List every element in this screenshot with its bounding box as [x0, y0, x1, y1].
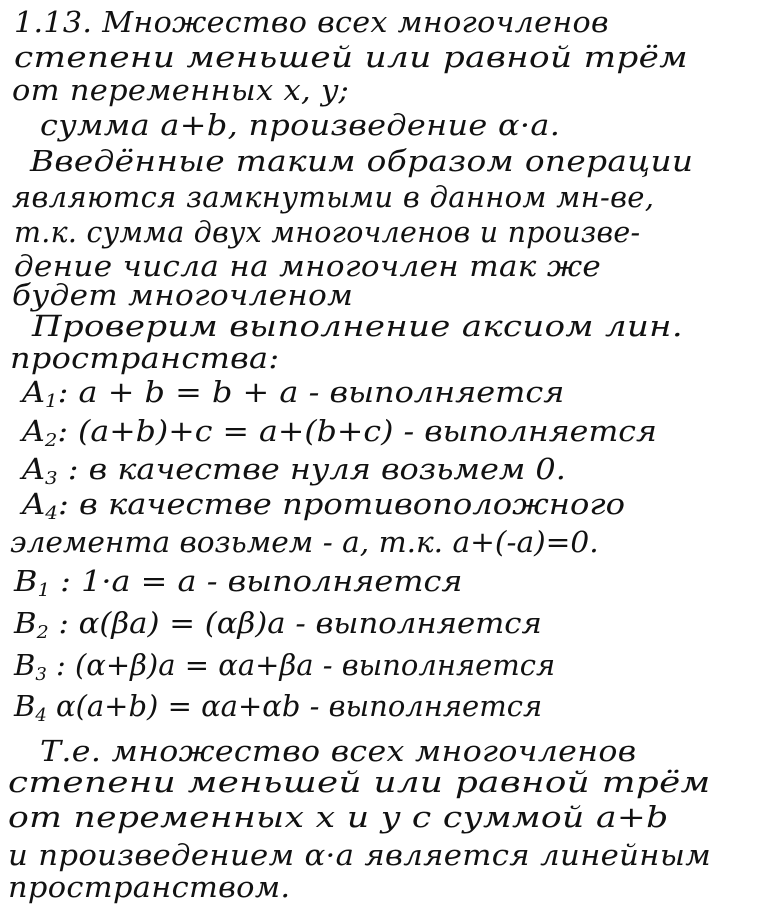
conclusion-line-2: степени меньшей или равной трём: [8, 765, 711, 799]
conclusion-line-5: пространством.: [8, 870, 291, 904]
axiom-index: 4: [45, 503, 58, 524]
text-line-3: от переменных x, y;: [12, 73, 350, 107]
text-line-8: дение числа на многочлен так же: [14, 249, 602, 283]
axiom-text: : 1·a = a - выполняется: [50, 564, 463, 598]
axiom-index: 2: [44, 430, 58, 451]
text-line-10: Проверим выполнение аксиом лин.: [32, 309, 683, 343]
axiom-letter: A: [22, 375, 46, 409]
axiom-letter: A: [22, 487, 46, 521]
axiom-a1: [22, 374, 564, 410]
axiom-a3: [22, 451, 566, 487]
axiom-text: α(a+b) = αa+αb - выполняется: [46, 689, 543, 723]
axiom-text: : α(βa) = (αβ)a - выполняется: [48, 606, 542, 640]
axiom-index: 2: [36, 622, 49, 643]
axiom-a4: [22, 486, 625, 522]
axiom-b4: [14, 688, 542, 724]
axiom-letter: B: [14, 564, 38, 598]
axiom-index: 1: [45, 391, 58, 412]
axiom-b1: [14, 563, 462, 599]
text-line-6: являются замкнутыми в данном мн-ве,: [12, 180, 655, 214]
text-line-4: сумма a+b, произведение α·a.: [40, 108, 561, 142]
axiom-letter: B: [14, 606, 37, 640]
axiom-text: : (α+β)a = αa+βa - выполняется: [46, 648, 556, 682]
text-line-5: Введённые таким образом операции: [30, 144, 694, 178]
axiom-text: элемента возьмем - a, т.к. a+(-a)=0.: [10, 525, 599, 559]
text-line-9: будет многочленом: [12, 278, 354, 312]
axiom-letter: B: [14, 648, 36, 682]
axiom-a4-continuation: [10, 524, 599, 560]
axiom-text: : a + b = b + a - выполняется: [57, 375, 565, 409]
conclusion-line-3: от переменных x и y с суммой a+b: [8, 800, 669, 834]
axiom-b3: [14, 647, 555, 683]
axiom-a2: [22, 413, 657, 449]
axiom-letter: B: [14, 689, 36, 723]
axiom-letter: A: [22, 414, 45, 448]
axiom-index: 3: [35, 664, 47, 685]
text-line-11: пространства:: [10, 341, 280, 375]
text-line-2: степени меньшей или равной трём: [14, 40, 688, 74]
axiom-text: : (a+b)+c = a+(b+c) - выполняется: [57, 414, 657, 448]
conclusion-line-4: и произведением α·a является линейным: [8, 838, 711, 872]
axiom-letter: A: [22, 452, 46, 486]
axiom-text: : в качестве противоположного: [57, 487, 625, 521]
text-line-1: 1.13. Множество всех многочленов: [14, 5, 609, 39]
axiom-text: : в качестве нуля возьмем 0.: [57, 452, 566, 486]
axiom-b2: [14, 605, 542, 641]
axiom-index: 1: [37, 580, 51, 601]
axiom-index: 4: [35, 705, 47, 726]
axiom-index: 3: [45, 468, 58, 489]
text-line-7: т.к. сумма двух многочленов и произве-: [14, 215, 641, 249]
conclusion-line-1: Т.е. множество всех многочленов: [40, 734, 637, 768]
